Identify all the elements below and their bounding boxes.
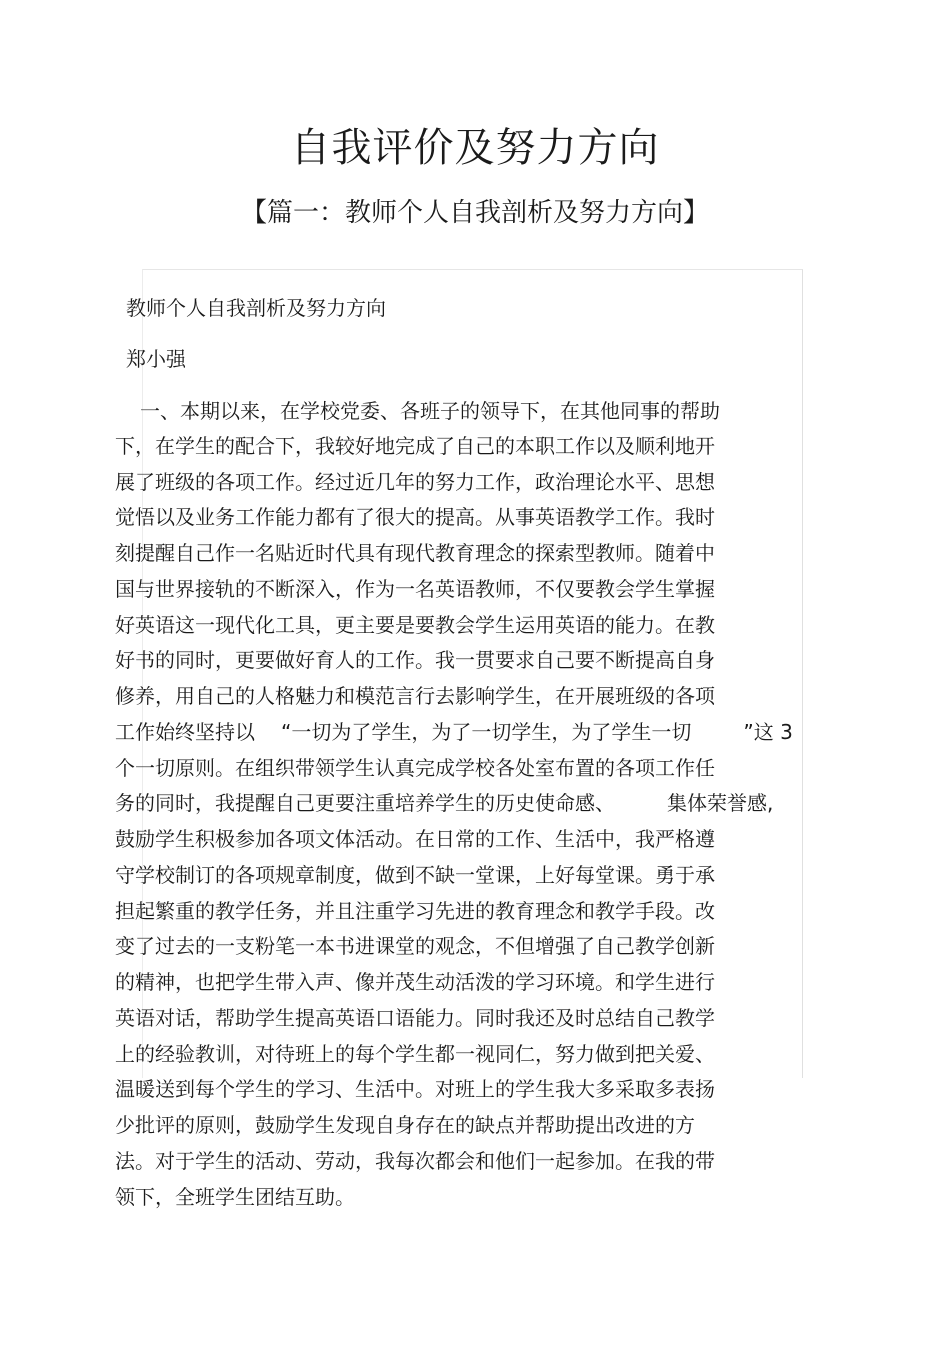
- body-line: 英语对话，帮助学生提高英语口语能力。同时我还及时总结自己教学: [115, 1006, 715, 1030]
- body-line: 鼓励学生积极参加各项文体活动。在日常的工作、生活中，我严格遵: [115, 827, 715, 851]
- document-heading: 教师个人自我剖析及努力方向: [126, 296, 386, 320]
- body-line: [115, 718, 793, 746]
- body-line: 的精神，也把学生带入声、像并茂生动活泼的学习环境。和学生进行: [115, 970, 715, 994]
- body-line-quote: “一切为了学生，为了一切学生，为了学生一切: [281, 720, 692, 744]
- document-author: 郑小强: [126, 347, 186, 371]
- body-line: 变了过去的一支粉笔一本书进课堂的观念，不但增强了自己教学创新: [115, 934, 715, 958]
- body-line: 一、本期以来，在学校党委、各班子的领导下，在其他同事的帮助: [140, 399, 720, 423]
- body-line: 刻提醒自己作一名贴近时代具有现代教育理念的探索型教师。随着中: [115, 541, 715, 565]
- body-line: 守学校制订的各项规章制度，做到不缺一堂课，上好每堂课。勇于承: [115, 863, 715, 887]
- body-line: 领下，全班学生团结互助。: [115, 1185, 355, 1209]
- body-line: 担起繁重的教学任务，并且注重学习先进的教育理念和教学手段。改: [115, 899, 715, 923]
- body-line: 好书的同时，更要做好育人的工作。我一贯要求自己要不断提高自身: [115, 648, 715, 672]
- body-line: 修养，用自己的人格魅力和模范言行去影响学生，在开展班级的各项: [115, 684, 715, 708]
- body-line: 下，在学生的配合下，我较好地完成了自己的本职工作以及顺利地开: [115, 434, 715, 458]
- body-line: 法。对于学生的活动、劳动，我每次都会和他们一起参加。在我的带: [115, 1149, 715, 1173]
- body-line: 好英语这一现代化工具，更主要是要教会学生运用英语的能力。在教: [115, 613, 715, 637]
- page-title: 自我评价及努力方向: [290, 125, 660, 171]
- body-line: 少批评的原则，鼓励学生发现自身存在的缺点并帮助提出改进的方: [115, 1113, 695, 1137]
- body-line: 上的经验教训，对待班上的每个学生都一视同仁，努力做到把关爱、: [115, 1042, 715, 1066]
- body-line-segment: 工作始终坚持以: [115, 720, 255, 744]
- page-subtitle: 【篇一：教师个人自我剖析及努力方向】: [240, 198, 709, 228]
- body-line: 温暖送到每个学生的学习、生活中。对班上的学生我大多采取多表扬: [115, 1077, 715, 1101]
- body-line: [115, 789, 773, 817]
- body-line: 觉悟以及业务工作能力都有了很大的提高。从事英语教学工作。我时: [115, 505, 715, 529]
- body-line: 展了班级的各项工作。经过近几年的努力工作，政治理论水平、思想: [115, 470, 715, 494]
- body-line-segment: ”这 3: [743, 720, 793, 744]
- body-line-segment: 集体荣誉感,: [667, 791, 774, 815]
- body-line: 国与世界接轨的不断深入，作为一名英语教师，不仅要教会学生掌握: [115, 577, 715, 601]
- body-line: 个一切原则。在组织带领学生认真完成学校各处室布置的各项工作任: [115, 756, 715, 780]
- body-line-segment: 务的同时，我提醒自己更要注重培养学生的历史使命感、: [115, 791, 615, 815]
